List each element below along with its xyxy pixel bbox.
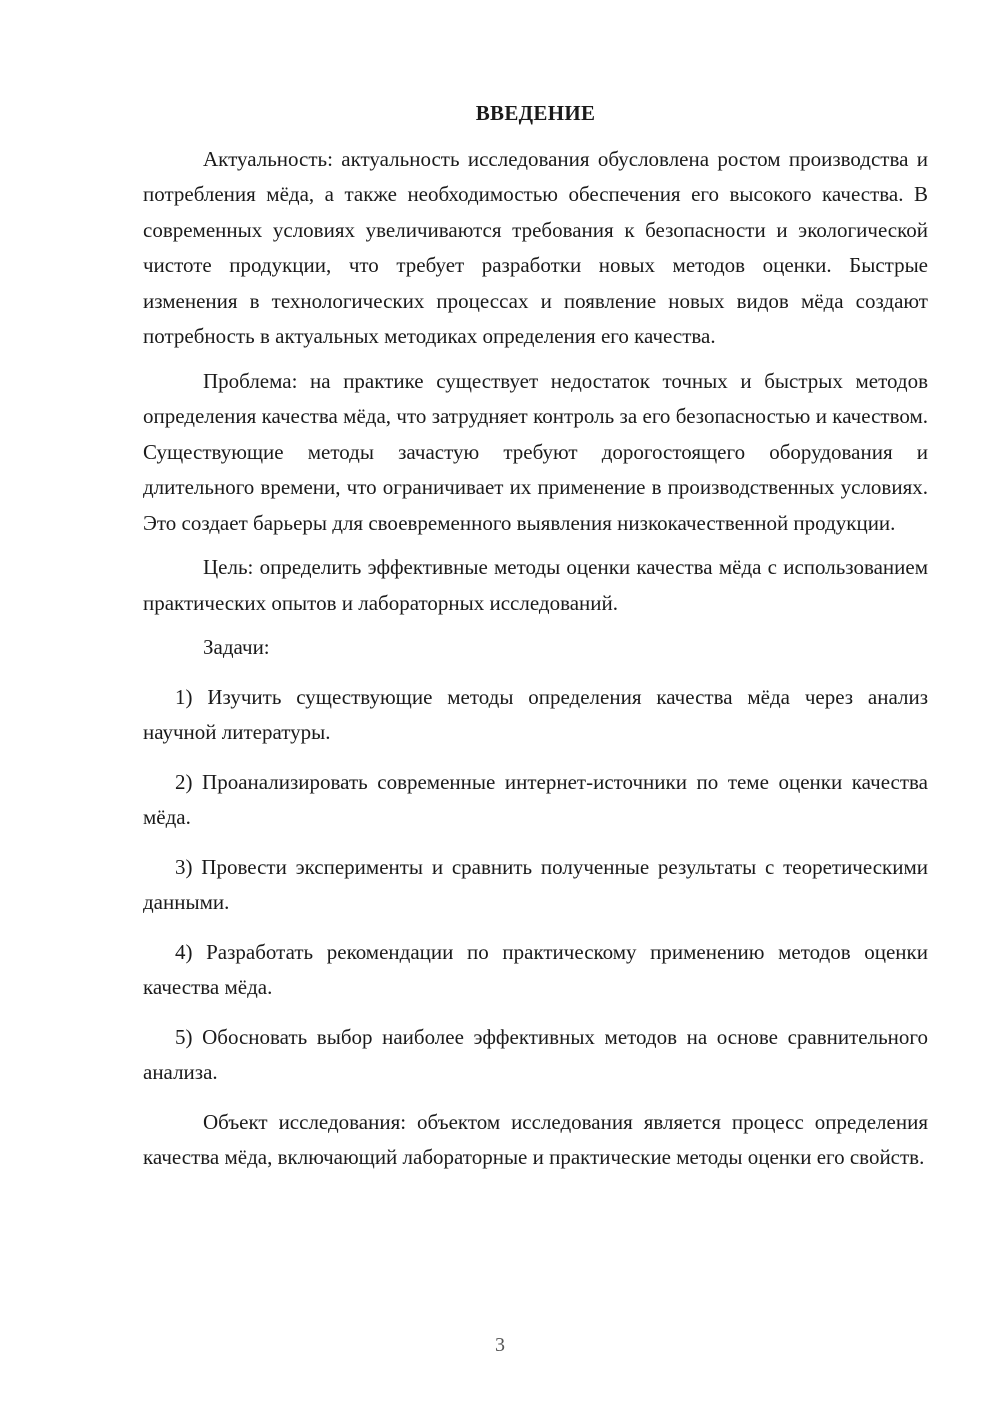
task-item-3: 3) Провести эксперименты и сравнить полученные результаты с теоретическими данными. bbox=[143, 854, 928, 914]
task-item-2: 2) Проанализировать современные интернет-источники по теме оценки качества мёда. bbox=[143, 769, 928, 829]
problem-paragraph: Проблема: на практике существует недостаток точных и быстрых методов определения качества мёда, что затрудняет контроль за его безопасностью и качеством. Существующие методы зачастую требуют дорогостоящего оборудования и длительного времени, что ограничивает их применение в производственных условиях. Это создает барьеры для своевременного выявления низкокачественной продукции. bbox=[143, 368, 928, 535]
section-title: ВВЕДЕНИЕ bbox=[475, 101, 596, 125]
page-content bbox=[143, 96, 928, 1185]
task-item-1: 1) Изучить существующие методы определения качества мёда через анализ научной литературы. bbox=[143, 684, 928, 744]
task-item-4: 4) Разработать рекомендации по практическому применению методов оценки качества мёда. bbox=[143, 939, 928, 999]
object-paragraph: Объект исследования: объектом исследования является процесс определения качества мёда, включающий лабораторные и практические методы оценки его свойств. bbox=[143, 1109, 928, 1169]
tasks-heading: Задачи: bbox=[203, 635, 270, 659]
task-item-5: 5) Обосновать выбор наиболее эффективных методов на основе сравнительного анализа. bbox=[143, 1024, 928, 1084]
goal-paragraph: Цель: определить эффективные методы оценки качества мёда с использованием практических опытов и лабораторных исследований. bbox=[143, 555, 928, 615]
page-number: 3 bbox=[495, 1334, 505, 1356]
relevance-paragraph: Актуальность: актуальность исследования обусловлена ростом производства и потребления мёда, а также необходимостью обеспечения его высокого качества. В современных условиях увеличиваются требования к безопасности и экологической чистоте продукции, что требует разработки новых методов оценки. Быстрые изменения в технологических процессах и появление новых видов мёда создают потребность в актуальных методиках определения его качества. bbox=[143, 146, 928, 348]
